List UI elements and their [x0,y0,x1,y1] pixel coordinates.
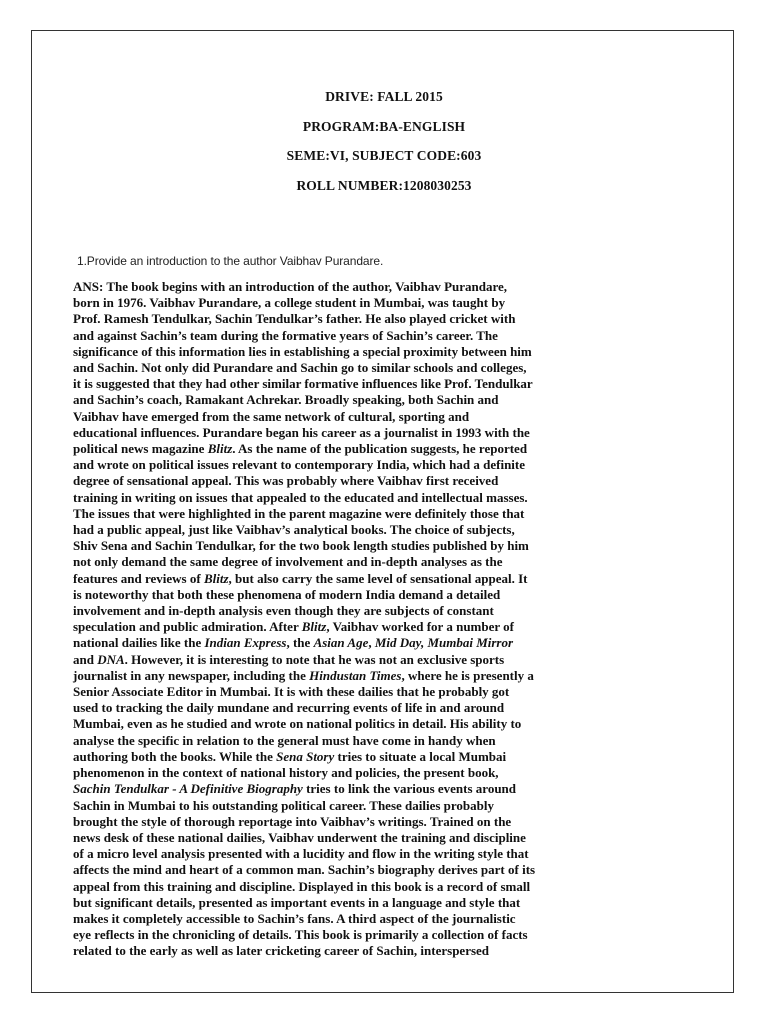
answer-text: Mumbai, even as he studied and wrote on national politics in detail. His ability to [73,716,522,732]
answer-italic-text: Blitz [301,619,327,635]
answer-text: ANS: The book begins with an introduction of the author, Vaibhav Purandare, [73,279,508,294]
answer-line [73,279,697,295]
answer-text: eye reflects in the chronicling of details. This book is primarily a collection of facts [73,927,528,943]
answer-text: Vaibhav have emerged from the same network of cultural, sporting and [73,408,470,424]
answer-text: tries to situate a local Mumbai [334,748,507,764]
answer-text: and wrote on political issues relevant to contemporary India, which had a definite [73,457,526,473]
answer-text: educational influences. Purandare began his career as a journalist in 1993 with the [73,424,530,440]
answer-italic-text: Hindustan Times [309,667,402,683]
answer-italic-text: Sachin Tendulkar - A Definitive Biography [73,781,303,797]
answer-text: training in writing on issues that appealed to the educated and intellectual masses. [73,489,528,505]
answer-line [73,846,697,862]
answer-text: , but also carry the same level of sensational appeal. It [228,570,528,586]
answer-line [73,911,697,927]
answer-text: speculation and public admiration. After [73,619,302,635]
answer-text: and Sachin’s coach, Ramakant Achrekar. Broadly speaking, both Sachin and [73,392,499,408]
answer-line [73,490,697,506]
answer-line [73,603,697,619]
answer-line [73,716,697,732]
answer-text: but significant details, presented as important events in a language and style that [73,894,521,910]
answer-text: it is suggested that they had other similar formative influences like Prof. Tendulkar [73,376,533,392]
answer-text: had a public appeal, just like Vaibhav’s analytical books. The choice of subjects, [73,522,515,538]
answer-line [73,522,697,538]
answer-line [73,781,697,797]
answer-line [73,749,697,765]
answer-text: The issues that were highlighted in the parent magazine were definitely those that [73,505,525,521]
answer-text: and [73,651,98,667]
answer-italic-text: Blitz [203,570,229,586]
answer-text: , [368,635,375,651]
answer-line [73,571,697,587]
answer-text: related to the early as well as later cricketing career of Sachin, interspersed [73,943,490,959]
answer-italic-text: Blitz [207,441,233,457]
answer-text: features and reviews of [73,570,204,586]
answer-line [73,295,697,311]
answer-line [73,814,697,830]
program-line: PROGRAM:BA-ENGLISH [302,118,466,134]
answer-line [73,765,697,781]
answer-line [73,457,697,473]
answer-line [73,668,697,684]
answer-line [73,376,697,392]
answer-text: makes it completely accessible to Sachin’s fans. A third aspect of the journalistic [73,910,516,926]
answer-line [73,344,697,360]
document-header [0,88,768,206]
answer-italic-text: Asian Age [313,635,369,651]
answer-line [73,328,697,344]
answer-text: national dailies like the [73,635,205,651]
answer-line [73,927,697,943]
answer-line [73,554,697,570]
answer-text: authoring both the books. While the [73,748,277,764]
answer-text: born in 1976. Vaibhav Purandare, a college student in Mumbai, was taught by [73,295,506,311]
answer-italic-text: Sena Story [276,748,335,764]
answer-line [73,652,697,668]
question-text: 1.Provide an introduction to the author Vaibhav Purandare. [77,254,384,268]
answer-line [73,409,697,425]
answer-text: , the [286,635,314,651]
answer-text: . As the name of the publication suggests, he reported [232,441,528,457]
answer-text: affects the mind and heart of a common man. Sachin’s biography derives part of its [73,862,536,878]
answer-text: phenomenon in the context of national history and policies, the present book, [73,765,499,781]
answer-line [73,862,697,878]
answer-text: not only demand the same degree of involvement and in-depth analyses as the [73,554,503,570]
answer-line [73,311,697,327]
answer-text: , where he is presently a [401,667,534,683]
answer-line [73,441,697,457]
answer-text: and Sachin. Not only did Purandare and Sachin go to similar schools and colleges, [73,360,527,376]
answer-line [73,798,697,814]
answer-text: Prof. Ramesh Tendulkar, Sachin Tendulkar’s father. He also played cricket with [73,311,516,327]
drive-line: DRIVE: FALL 2015 [325,89,443,104]
roll-number-line: ROLL NUMBER:1208030253 [296,177,472,193]
answer-text: Senior Associate Editor in Mumbai. It is with these dailies that he probably got [73,684,510,700]
answer-line [73,895,697,911]
answer-line [73,506,697,522]
answer-line [73,538,697,554]
answer-text: used to tracking the daily mundane and recurring events of life in and around [73,700,505,716]
answer-text: tries to link the various events around [302,781,517,797]
answer-body [73,279,697,960]
answer-line [73,587,697,603]
answer-text: political news magazine [73,441,208,457]
answer-text: journalist in any newspaper, including the [73,667,310,683]
answer-text: brought the style of thorough reportage into Vaibhav’s writings. Trained on the [73,813,512,829]
answer-text: . However, it is interesting to note that he was not an exclusive sports [124,651,505,667]
answer-line [73,943,697,959]
answer-line [73,473,697,489]
answer-text: of a micro level analysis presented with a lucidity and flow in the writing style that [73,846,529,862]
answer-line [73,635,697,651]
answer-text: significance of this information lies in establishing a special proximity between him [73,343,532,359]
answer-text: and against Sachin’s team during the formative years of Sachin’s career. The [73,327,498,343]
answer-text: involvement and in-depth analysis even though they are subjects of constant [73,603,494,619]
answer-line [73,392,697,408]
answer-text: is noteworthy that both these phenomena of modern India demand a detailed [73,586,501,602]
answer-text: Shiv Sena and Sachin Tendulkar, for the two book length studies published by him [73,538,529,554]
answer-text: appeal from this training and discipline. Displayed in this book is a record of small [73,878,531,894]
answer-line [73,700,697,716]
answer-line [73,830,697,846]
answer-text: , Vaibhav worked for a number of [326,619,514,635]
answer-italic-text: DNA [97,651,125,667]
answer-line [73,360,697,376]
answer-text: analyse the specific in relation to the general must have come in handy when [73,732,496,748]
answer-line [73,425,697,441]
answer-text: news desk of these national dailies, Vaibhav underwent the training and discipline [73,829,526,845]
answer-italic-text: Mid Day, Mumbai Mirror [374,635,514,651]
answer-text: Sachin in Mumbai to his outstanding political career. These dailies probably [73,797,495,813]
answer-line [73,733,697,749]
answer-line [73,619,697,635]
answer-text: degree of sensational appeal. This was probably where Vaibhav first received [73,473,499,489]
answer-line [73,879,697,895]
answer-line [73,684,697,700]
answer-italic-text: Indian Express [204,635,287,651]
semester-line: SEME:VI, SUBJECT CODE:603 [286,148,482,163]
